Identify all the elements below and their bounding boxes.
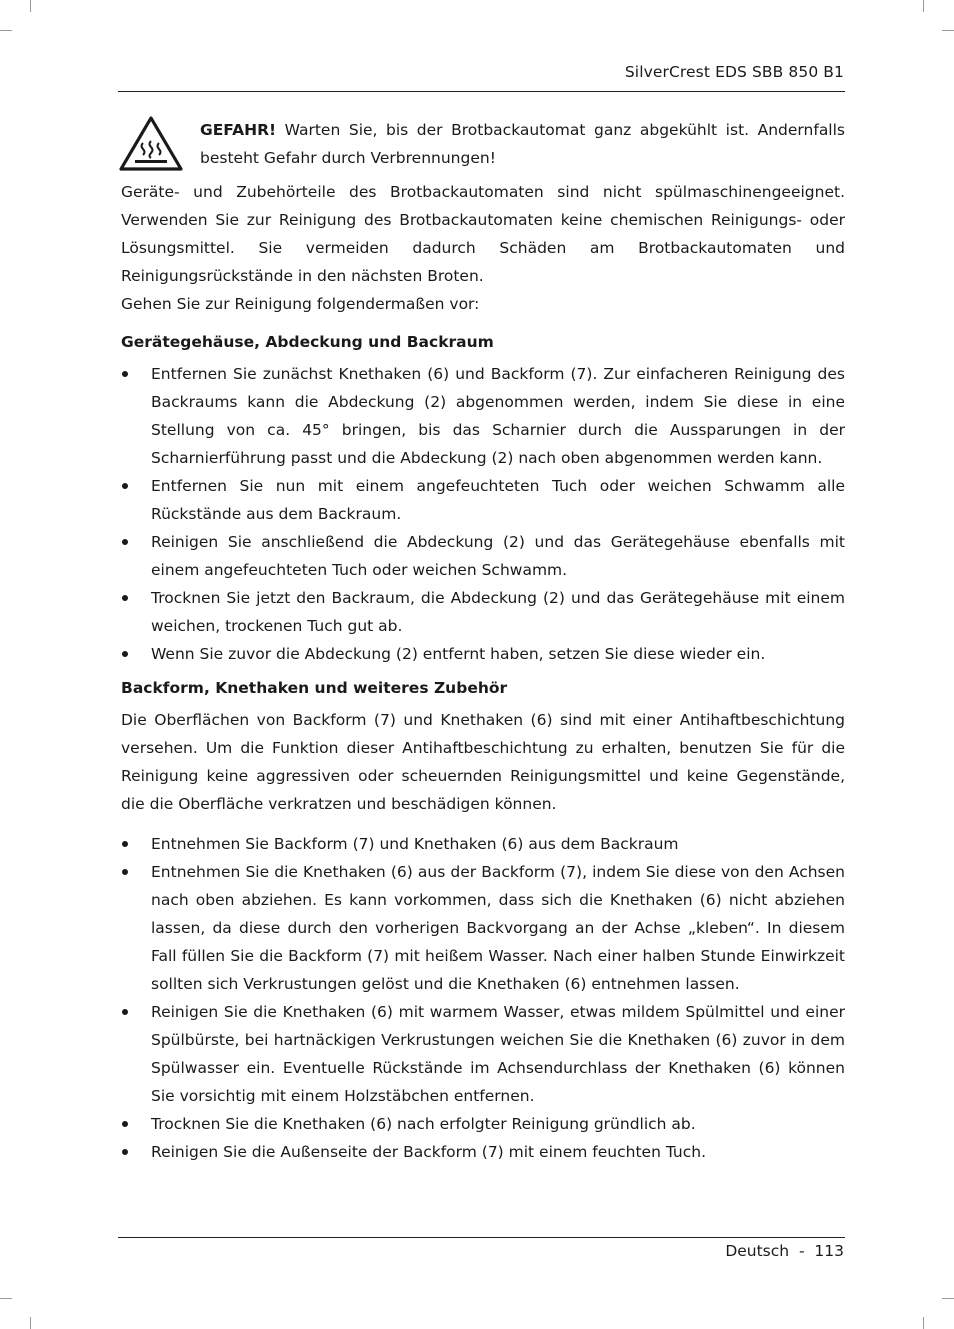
list-item: Trocknen Sie jetzt den Backraum, die Abdeckung (2) und das Gerätegehäuse mit einem weichen, trockenen Tuch gut ab. (121, 584, 845, 640)
header-rule (118, 91, 845, 92)
bullet-icon (122, 1149, 128, 1155)
list-item: Entfernen Sie nun mit einem angefeuchteten Tuch oder weichen Schwamm alle Rückstände aus dem Backraum. (121, 472, 845, 528)
list-item: Entnehmen Sie Backform (7) und Knethaken (6) aus dem Backraum (121, 830, 845, 858)
bullet-icon (122, 869, 128, 875)
page-footer: Deutsch - 113 (725, 1242, 844, 1260)
bullet-icon (122, 841, 128, 847)
crop-mark (0, 30, 12, 31)
bullet-icon (122, 651, 128, 657)
housing-cleaning-list (121, 360, 845, 668)
bullet-icon (122, 483, 128, 489)
warning-block (121, 116, 845, 176)
accessories-cleaning-list (121, 830, 845, 1166)
list-item: Reinigen Sie anschließend die Abdeckung (2) und das Gerätegehäuse ebenfalls mit einem angefeuchteten Tuch oder weichen Schwamm. (121, 528, 845, 584)
warning-text (200, 116, 845, 172)
bullet-icon (122, 1009, 128, 1015)
intro-paragraph: Geräte- und Zubehörteile des Brotbackautomaten sind nicht spülmaschinengeeignet. Verwenden Sie zur Reinigung des Brotbackautomaten keine chemischen Reinigungs- oder Lösungsmittel. Sie vermeiden dadurch Schäden am Brotbackautomaten und Reinigungsrückstände in den nächsten Broten. (121, 183, 845, 285)
list-item: Trocknen Sie die Knethaken (6) nach erfolgter Reinigung gründlich ab. (121, 1110, 845, 1138)
crop-mark (942, 30, 954, 31)
page-header: SilverCrest EDS SBB 850 B1 (624, 63, 844, 81)
bullet-icon (122, 1121, 128, 1127)
hot-surface-warning-icon (119, 115, 183, 171)
warning-label: GEFAHR! (200, 121, 277, 139)
list-item: Entfernen Sie zunächst Knethaken (6) und Backform (7). Zur einfacheren Reinigung des Backraums kann die Abdeckung (2) abgenommen werden, indem Sie diese in eine Stellung von ca. 45° bringen, bis das Scharnier durch die Aussparungen in der Scharnierführung passt und die Abdeckung (2) nach oben abgenommen werden kann. (121, 360, 845, 472)
intro-instruction: Gehen Sie zur Reinigung folgendermaßen vor: (121, 295, 480, 313)
crop-mark (923, 1317, 924, 1329)
list-item: Entnehmen Sie die Knethaken (6) aus der Backform (7), indem Sie diese von den Achsen nach oben abziehen. Es kann vorkommen, dass sich die Knethaken (6) nicht abziehen lassen, da diese durch den vorherigen Backvorgang an der Achse „kleben“. In diesem Fall füllen Sie die Backform (7) mit heißem Wasser. Nach einer halben Stunde Einwirkzeit sollten sich Verkrustungen gelöst und die Knethaken (6) entnehmen lassen. (121, 858, 845, 998)
crop-mark (923, 0, 924, 12)
page-content (121, 116, 845, 1166)
section-heading-housing: Gerätegehäuse, Abdeckung und Backraum (121, 333, 494, 351)
list-item: Reinigen Sie die Außenseite der Backform (7) mit einem feuchten Tuch. (121, 1138, 845, 1166)
list-item: Reinigen Sie die Knethaken (6) mit warmem Wasser, etwas mildem Spülmittel und einer Spülbürste, bei hartnäckigen Verkrustungen weichen Sie die Knethaken (6) zuvor in dem Spülwasser ein. Eventuelle Rückstände im Achsendurchlass der Knethaken (6) können Sie vorsichtig mit einem Holzstäbchen entfernen. (121, 998, 845, 1110)
bullet-icon (122, 371, 128, 377)
crop-mark (30, 0, 31, 12)
crop-mark (30, 1317, 31, 1329)
accessories-paragraph: Die Oberflächen von Backform (7) und Knethaken (6) sind mit einer Antihaftbeschichtung versehen. Um die Funktion dieser Antihaftbeschichtung zu erhalten, benutzen Sie für die Reinigung keine aggressiven oder scheuernden Reinigungsmittel und keine Gegenstände, die die Oberfläche verkratzen und beschädigen können. (121, 711, 845, 813)
crop-mark (942, 1298, 954, 1299)
warning-message: Warten Sie, bis der Brotbackautomat ganz abgekühlt ist. Andernfalls besteht Gefahr durch Verbrennungen! (200, 121, 845, 167)
section-heading-accessories: Backform, Knethaken und weiteres Zubehör (121, 679, 508, 697)
bullet-icon (122, 539, 128, 545)
crop-mark (0, 1298, 12, 1299)
bullet-icon (122, 595, 128, 601)
list-item: Wenn Sie zuvor die Abdeckung (2) entfernt haben, setzen Sie diese wieder ein. (121, 640, 845, 668)
footer-rule (118, 1237, 845, 1238)
